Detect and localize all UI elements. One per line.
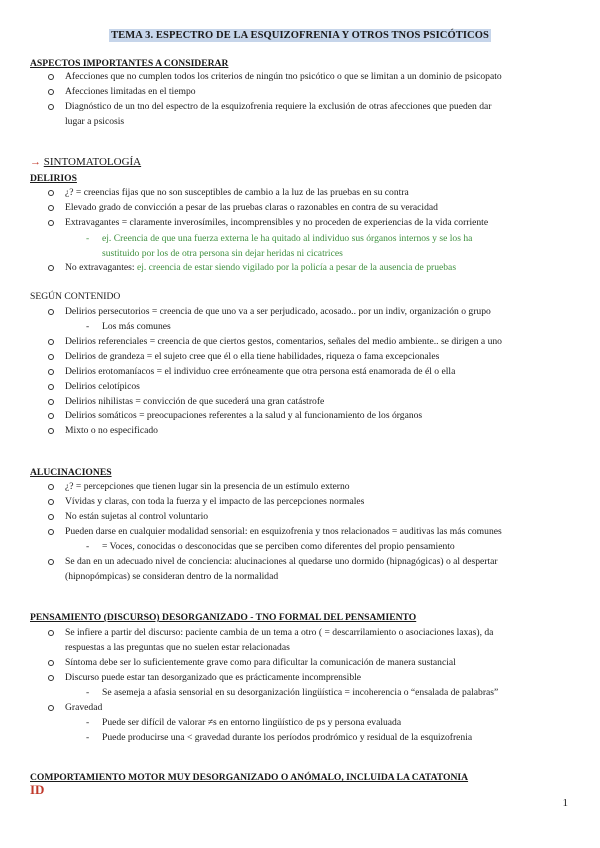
alucinaciones-heading: ALUCINACIONES (30, 467, 112, 478)
arrow-icon: → (30, 156, 41, 168)
list-item (65, 261, 456, 274)
list-item-continuation: respuestas a las preguntas que no suelen estar relacionadas (65, 642, 290, 653)
sub-item: - = Voces, conocidas o desconocidas que se perciben como diferentes del propio pensamiento (102, 540, 455, 553)
list-item: ¿? = percepciones que tienen lugar sin la presencia de un estímulo externo (65, 481, 350, 492)
list-item: Se infiere a partir del discurso: paciente cambia de un tema a otro ( = descarrilamiento o asociaciones laxas), da (65, 627, 494, 638)
pensamiento-heading: PENSAMIENTO (DISCURSO) DESORGANIZADO - TNO FORMAL DEL PENSAMIENTO (30, 612, 417, 623)
aspectos-heading: ASPECTOS IMPORTANTES A CONSIDERAR (30, 58, 229, 69)
list-item: Elevado grado de convicción a pesar de las pruebas claras o razonables en contra de su veracidad (65, 202, 438, 213)
sintomatologia-title: SINTOMATOLOGÍA (43, 156, 142, 168)
list-item: Afecciones que no cumplen todos los criterios de ningún tno psicótico o que se limitan a un dominio de psicopato (65, 71, 502, 82)
sub-item: - Puede ser difícil de valorar ≠s en entorno lingüístico de ps y persona evaluada (102, 716, 401, 729)
list-item: ¿? = creencias fijas que no son susceptibles de cambio a la luz de las pruebas en su contra (65, 187, 409, 198)
document-title: TEMA 3. ESPECTRO DE LA ESQUIZOFRENIA Y OTROS TNOS PSICÓTICOS (111, 30, 489, 41)
example-text: - ej. Creencia de que una fuerza externa le ha quitado al individuo sus órganos internos y se los ha (102, 232, 472, 245)
list-item: Síntoma debe ser lo suficientemente grave como para dificultar la comunicación de manera sustancial (65, 657, 456, 668)
list-item: Extravagantes = claramente inverosímiles, incomprensibles y no proceden de experiencias de la vida corriente (65, 217, 489, 228)
list-item: Delirios somáticos = preocupaciones referentes a la salud y al funcionamiento de los órganos (65, 410, 423, 421)
list-item: Afecciones limitadas en el tiempo (65, 86, 196, 97)
list-item: Discurso puede estar tan desorganizado que es prácticamente incomprensible (65, 672, 362, 683)
page-number: 1 (562, 797, 568, 809)
list-item: No están sujetas al control voluntario (65, 511, 209, 522)
sub-item: - Puede producirse una < gravedad durante los períodos prodrómico y residual de la esquizofrenia (102, 731, 472, 744)
sub-item: - Los más comunes (102, 320, 171, 333)
id-label: ID (30, 782, 45, 797)
sintomatologia-heading (30, 156, 141, 169)
sub-item: - Se asemeja a afasia sensorial en su desorganización lingüística = incoherencia o “ensalada de palabras” (102, 686, 498, 699)
list-item: Gravedad (65, 702, 103, 713)
list-item: Delirios nihilistas = convicción de que sucederá una gran catástrofe (65, 396, 325, 407)
list-item: Delirios de grandeza = el sujeto cree que él o ella tiene habilidades, riqueza o fama excepcionales (65, 351, 440, 362)
example-text-continuation: sustituido por los de otra persona sin dejar heridas ni cicatrices (102, 248, 343, 259)
list-item-continuation: (hipnopómpicas) se consideran dentro de la normalidad (65, 571, 279, 582)
list-item: Pueden darse en cualquier modalidad sensorial: en esquizofrenia y tnos relacionados = auditivas las más comunes (65, 526, 502, 537)
title-bar (0, 25, 600, 43)
delirios-heading: DELIRIOS (30, 173, 77, 184)
list-item: Delirios celotípicos (65, 381, 140, 392)
list-item: Mixto o no especificado (65, 425, 158, 436)
list-item: Vívidas y claras, con toda la fuerza y el impacto de las percepciones normales (65, 496, 365, 507)
example-text: ej. creencia de estar siendo vigilado por la policía a pesar de la ausencia de pruebas (136, 262, 457, 273)
comportamiento-heading: COMPORTAMIENTO MOTOR MUY DESORGANIZADO O ANÓMALO, INCLUIDA LA CATATONIA (30, 772, 469, 783)
list-item: Se dan en un adecuado nivel de conciencia: alucinaciones al quedarse uno dormido (hipnagógicas) o al despertar (65, 556, 498, 567)
list-item: Diagnóstico de un tno del espectro de la esquizofrenia requiere la exclusión de otras afecciones que pueden dar (65, 101, 492, 112)
list-item: Delirios referenciales = creencia de que ciertos gestos, comentarios, señales del medio ambiente.. se dirigen a uno (65, 336, 502, 347)
list-item: Delirios persecutorios = creencia de que uno va a ser perjudicado, acosado.. por un indiv, organización o grupo (65, 306, 491, 317)
no-extravagantes-label: No extravagantes: (65, 262, 135, 273)
list-item-continuation: lugar a psicosis (65, 116, 125, 127)
list-item: Delirios erotomaníacos = el individuo cree erróneamente que otra persona está enamorada de él o ella (65, 366, 456, 377)
segun-contenido-heading: SEGÚN CONTENIDO (30, 291, 121, 302)
